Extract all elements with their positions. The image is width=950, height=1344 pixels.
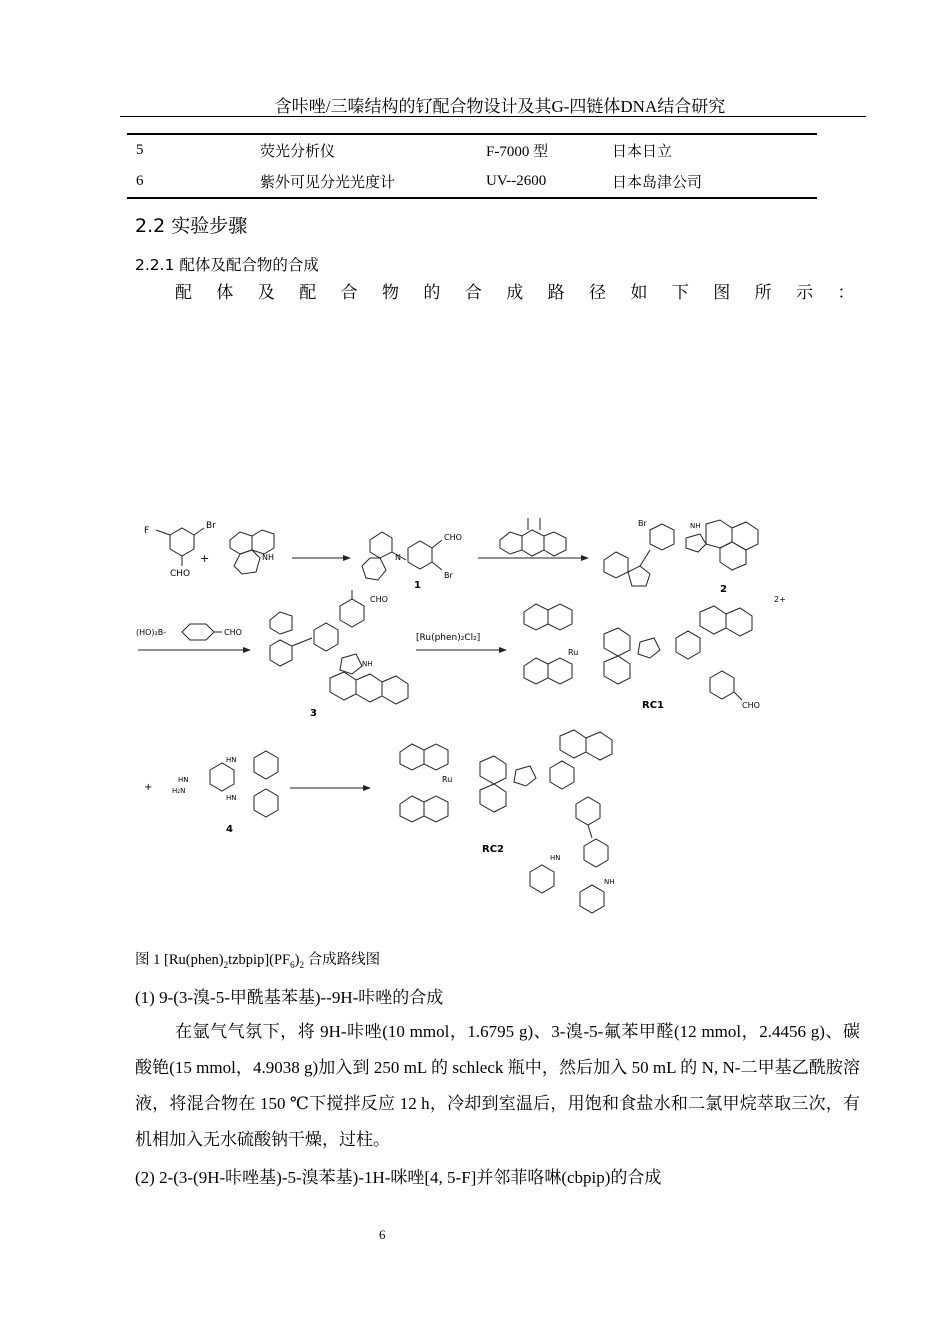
- table-row: [127, 166, 817, 198]
- cell-no: 6: [127, 166, 260, 198]
- cell-name: 紫外可见分光光度计: [260, 166, 486, 198]
- atom-f: F: [144, 526, 150, 536]
- cell-maker: 日本岛津公司: [612, 166, 817, 198]
- atom-nh: NH: [262, 553, 274, 562]
- plus-sign: +: [200, 552, 210, 565]
- cell-maker: 日本日立: [612, 134, 817, 166]
- caption-text: 合成路线图: [303, 952, 381, 968]
- compound-label-4: 4: [226, 824, 233, 835]
- section-heading: 2.2 实验步骤: [135, 215, 248, 237]
- atom-hn: HN: [226, 794, 237, 802]
- equipment-table: [127, 133, 817, 199]
- header-rule: [120, 116, 866, 117]
- compound-label-rc2: RC2: [482, 844, 504, 855]
- cell-model: F-7000 型: [486, 134, 612, 166]
- caption-subscript: 2: [223, 959, 229, 970]
- figure-label: 图 1: [135, 952, 161, 968]
- cell-no: 5: [127, 134, 260, 166]
- atom-hn: HN: [550, 854, 561, 862]
- table-row: [127, 134, 817, 166]
- synthesis-scheme: [130, 500, 810, 920]
- caption-formula: [164, 952, 304, 968]
- compound-3-structure: [270, 590, 408, 719]
- step-1-heading: (1) 9-(3-溴-5-甲酰基苯基)--9H-咔唑的合成: [135, 988, 444, 1007]
- atom-h2n: H₂N: [172, 787, 186, 795]
- boronic-acid-label: (HO)₂B-: [136, 628, 167, 637]
- page-number: 6: [379, 1227, 386, 1242]
- atom-cho: CHO: [170, 569, 191, 579]
- cell-name: 荧光分析仪: [260, 134, 486, 166]
- figure-caption: [135, 948, 380, 970]
- running-header: 含咔唑/三嗪结构的钌配合物设计及其G-四链体DNA结合研究: [274, 97, 726, 116]
- atom-br: Br: [638, 519, 647, 528]
- carbazole-structure: [230, 530, 274, 574]
- phendione-structure: [500, 518, 566, 556]
- caption-formula-part: ): [294, 952, 300, 968]
- atom-ru: Ru: [568, 648, 579, 657]
- atom-cho: CHO: [444, 533, 462, 542]
- cell-model: UV--2600: [486, 166, 612, 198]
- intro-line: 配 体 及 配 合 物 的 合 成 路 径 如 下 图 所 示 ：: [175, 283, 855, 302]
- atom-ru: Ru: [442, 775, 453, 784]
- atom-nh: NH: [690, 522, 701, 530]
- compound-4-structure: [172, 751, 278, 835]
- caption-formula-part: tzbpip](PF: [228, 952, 291, 968]
- compound-2-structure: [604, 519, 758, 595]
- ru-reagent-label: [Ru(phen)₂Cl₂]: [416, 633, 481, 643]
- atom-hn: HN: [178, 776, 189, 784]
- atom-hn: HN: [226, 756, 237, 764]
- atom-br: Br: [206, 521, 216, 531]
- atom-nh: NH: [362, 660, 373, 668]
- fluoro-benzaldehyde-structure: [144, 521, 216, 579]
- atom-n: N: [395, 553, 401, 562]
- caption-subscript: 2: [299, 959, 304, 970]
- atom-cho: CHO: [742, 701, 760, 710]
- compound-label-2: 2: [720, 584, 727, 595]
- step-1-body: 在氩气气氛下，将 9H-咔唑(10 mmol，1.6795 g)、3-溴-5-氟苯甲醛(12 mmol，2.4456 g)、碳酸铯(15 mmol，4.9038 g)加入到 250 mL 的 schleck 瓶中，然后加入 50 mL 的 N, N-二甲基乙酰胺溶液，将混合物在 150 ℃下搅拌反应 12 h，冷却到室温后，用饱和食盐水和二氯甲烷萃取三次，有机相加入无水硫酸钠干燥，过柱。: [135, 1022, 860, 1149]
- atom-nh: NH: [604, 878, 615, 886]
- charge-label: 2+: [774, 595, 786, 604]
- compound-1-structure: [362, 532, 462, 591]
- rc1-structure: [524, 595, 786, 711]
- atom-br: Br: [444, 571, 453, 580]
- compound-label-rc1: RC1: [642, 700, 664, 711]
- compound-label-1: 1: [414, 580, 421, 591]
- plus-sign: +: [144, 782, 153, 793]
- rc2-structure: [400, 730, 615, 913]
- formylphenyl-structure: [182, 624, 242, 640]
- caption-formula-part: [Ru(phen): [164, 952, 224, 968]
- atom-cho: CHO: [370, 595, 388, 604]
- step-2-heading: (2) 2-(3-(9H-咔唑基)-5-溴苯基)-1H-咪唑[4, 5-F]并邻菲咯啉(cbpip)的合成: [135, 1168, 662, 1187]
- atom-cho: CHO: [224, 628, 242, 637]
- subsection-heading: 2.2.1 配体及配合物的合成: [135, 256, 319, 274]
- compound-label-3: 3: [310, 708, 317, 719]
- caption-subscript: 6: [290, 959, 295, 970]
